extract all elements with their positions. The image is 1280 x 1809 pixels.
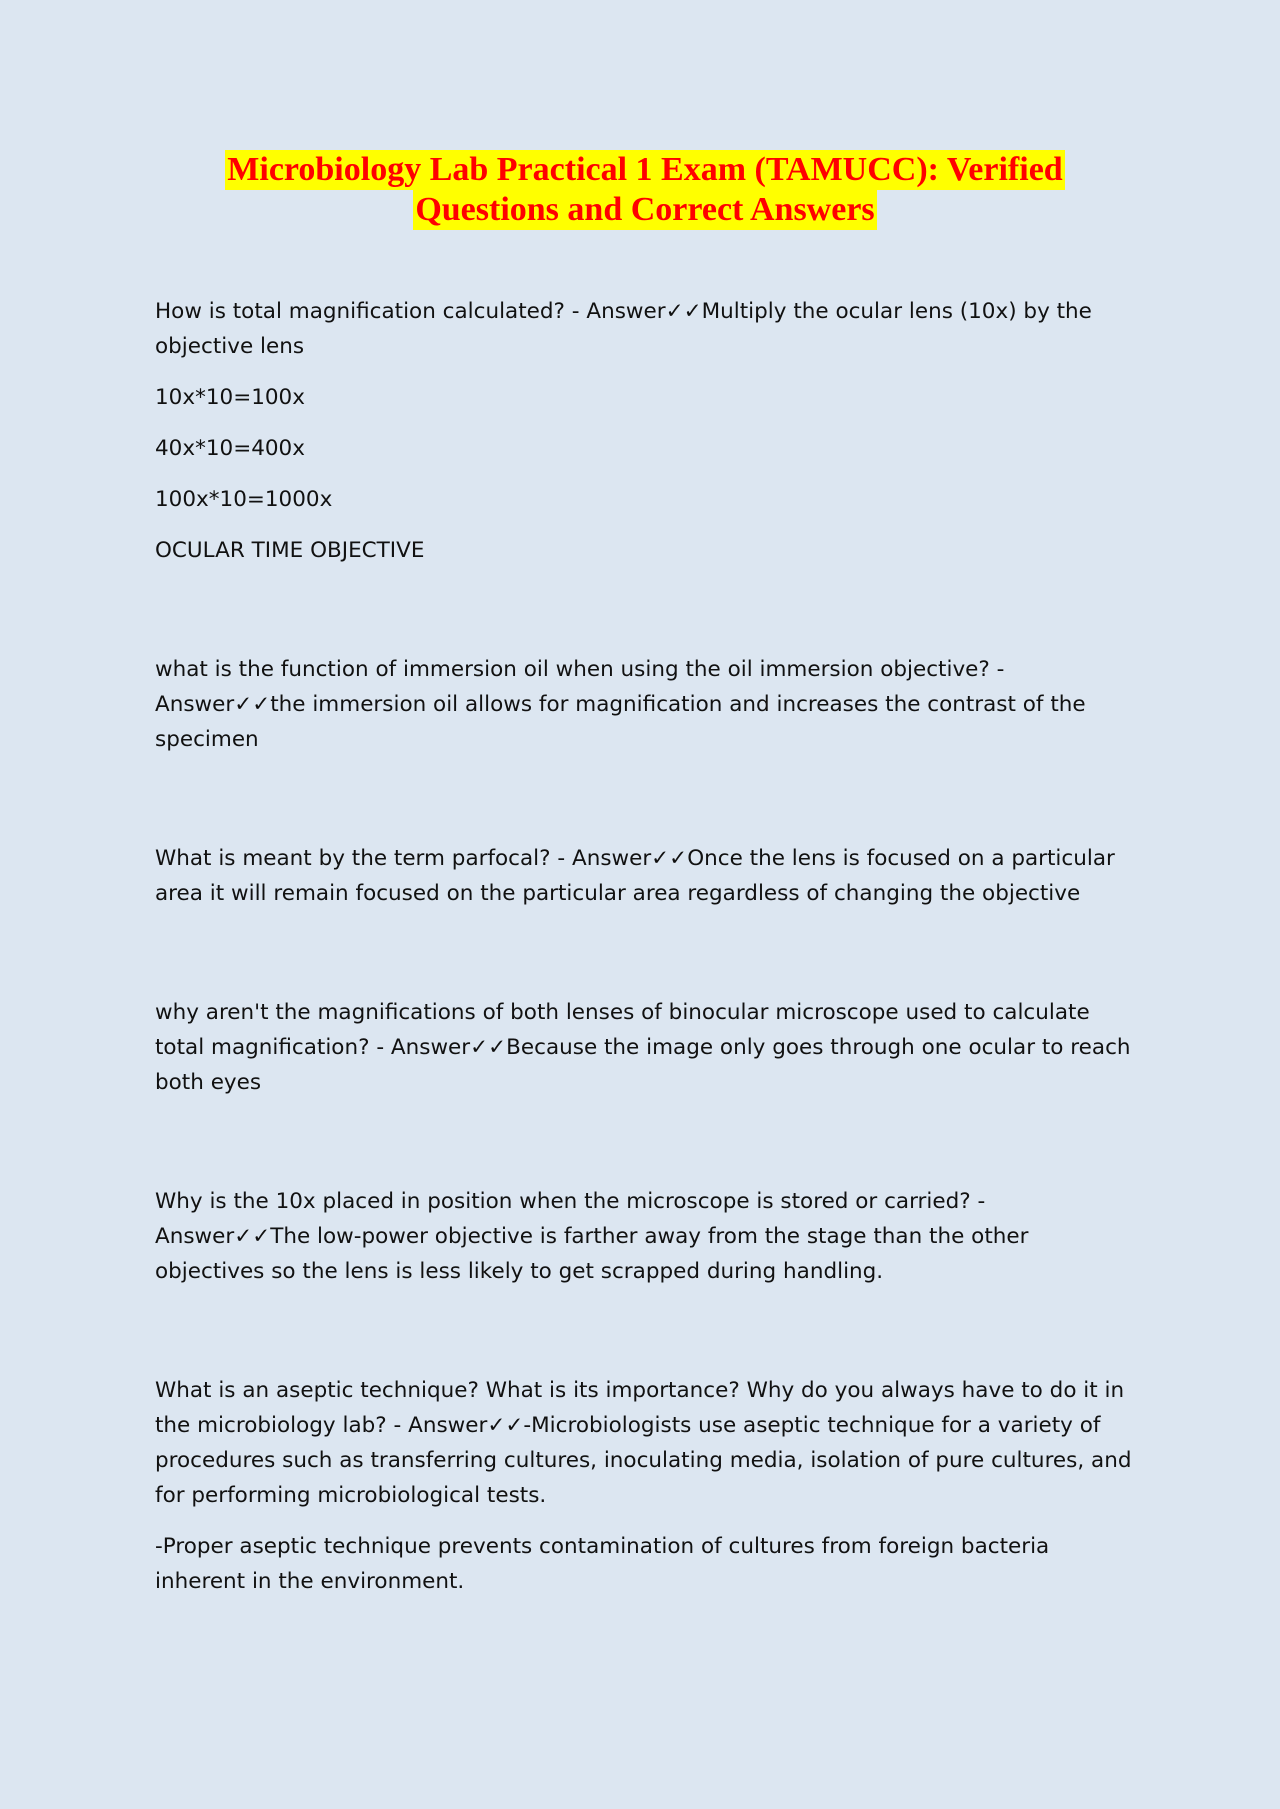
formula-line-2: 40x*10=400x [155,436,305,461]
question-text: what is the function of immersion oil when using the oil immersion objective? - Answer [155,657,1005,717]
spacer [155,1116,1135,1184]
note-line: OCULAR TIME OBJECTIVE [155,538,425,563]
question-text: Why is the 10x placed in position when the microscope is stored or carried? - Answer [155,1189,986,1249]
qa-item-4 [155,995,1135,1100]
question-text: What is meant by the term parfocal? - Answer [155,846,652,871]
check-mark-icon: ✓✓ [487,1413,524,1438]
check-mark-icon: ✓✓ [651,846,688,871]
spacer [155,1305,1135,1373]
check-mark-icon: ✓✓ [234,1224,271,1249]
title-block [155,150,1135,230]
qa-item-2 [155,652,1135,757]
qa-item-1 [155,294,1135,364]
title-line-1: Microbiology Lab Practical 1 Exam (TAMUCC): Verified [227,151,1063,188]
spacer [155,773,1135,841]
question-text: What is an aseptic technique? What is its importance? Why do you always have to do it in the microbiology lab? - Answer [155,1378,1125,1438]
answer-text: Because the image only goes through one ocular to reach both eyes [155,1035,1131,1095]
answer-text: -Microbiologists use aseptic technique for a variety of procedures such as transferring cultures, inoculating media, isolation of pure cultures, and for performing microbiological tests. [155,1413,1132,1508]
spacer [155,927,1135,995]
answer-text: The low-power objective is farther away from the stage than the other objectives so the lens is less likely to get scrapped during handling. [155,1224,1029,1284]
spacer [155,584,1135,652]
formula-line-1: 10x*10=100x [155,385,305,410]
qa-item-6 [155,1373,1135,1513]
qa-item-3 [155,841,1135,911]
question-text: why aren't the magnifications of both lenses of binocular microscope used to calculate total magnification? - Answer [155,1000,1090,1060]
check-mark-icon: ✓✓ [665,299,702,324]
question-text: How is total magnification calculated? - Answer [155,299,666,324]
check-mark-icon: ✓✓ [470,1035,507,1060]
answer-continuation: -Proper aseptic technique prevents contamination of cultures from foreign bacteria inherent in the environment. [155,1534,1050,1594]
check-mark-icon: ✓✓ [234,692,271,717]
answer-text: the immersion oil allows for magnification and increases the contrast of the specimen [155,692,1086,752]
answer-text: Multiply the ocular lens (10x) by the objective lens [155,299,1092,359]
qa-item-5 [155,1184,1135,1289]
answer-text: Once the lens is focused on a particular area it will remain focused on the particular area regardless of changing the objective [155,846,1115,906]
title-line-2: Questions and Correct Answers [415,191,875,228]
document-title [155,150,1135,230]
document-body [155,294,1135,1599]
formula-line-3: 100x*10=1000x [155,487,333,512]
